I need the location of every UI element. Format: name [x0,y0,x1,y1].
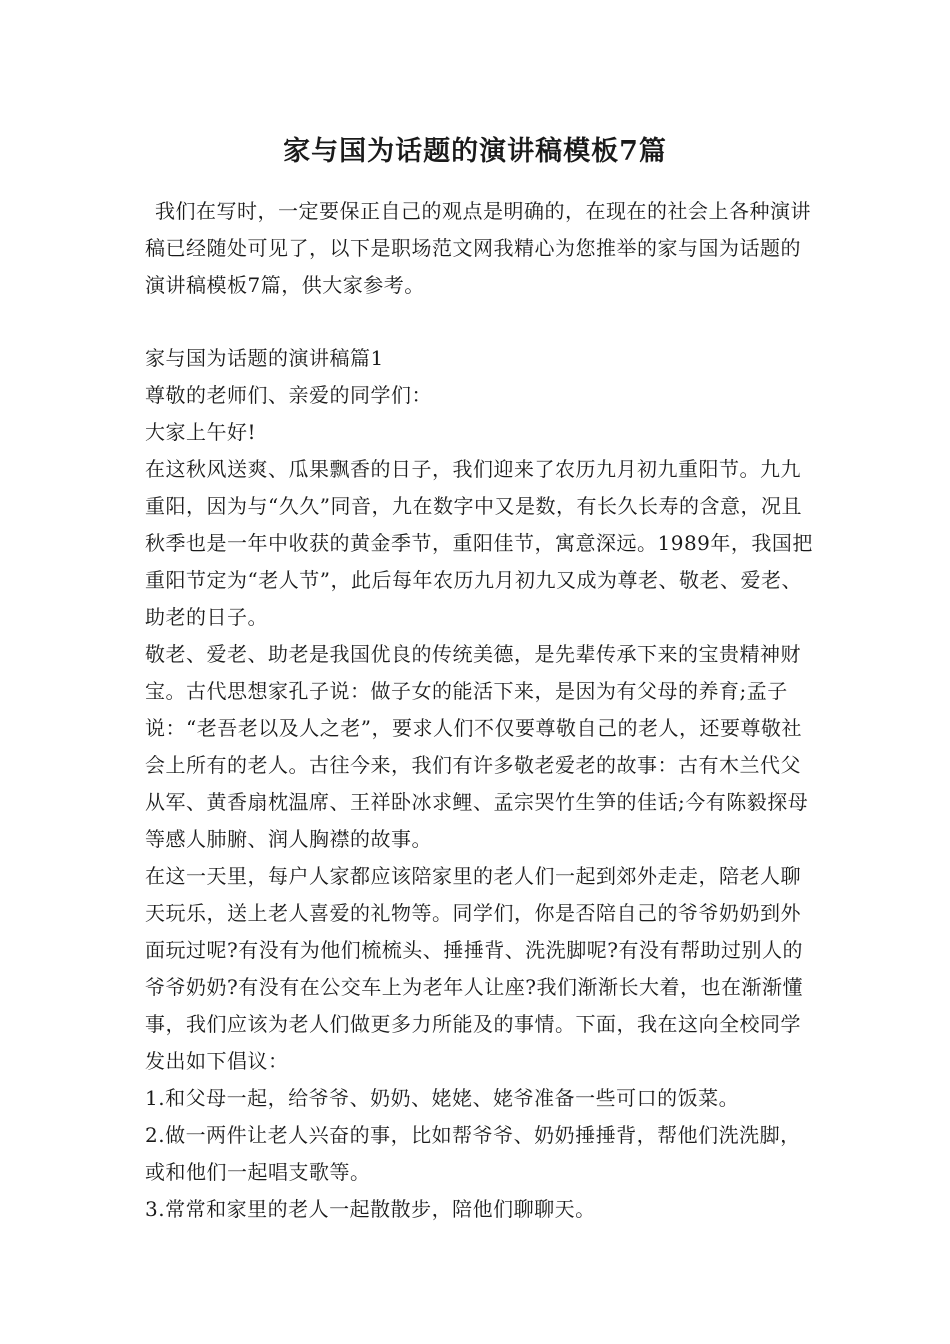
body-paragraph: 敬老、爱老、助老是我国优良的传统美德，是先辈传承下来的宝贵精神财宝。古代思想家孔子说：做子女的能活下来，是因为有父母的养育;孟子说：“老吾老以及人之老”，要求人们不仅要尊敬自己的老人，还要尊敬社会上所有的老人。古往今来，我们有许多敬老爱老的故事：古有木兰代父从军、黄香扇枕温席、王祥卧冰求鲤、孟宗哭竹生笋的佳话;今有陈毅探母等感人肺腑、润人胸襟的故事。 [145,642,809,851]
salutation: 尊敬的老师们、亲爱的同学们： [145,383,432,407]
list-item: 3.常常和家里的老人一起散散步，陪他们聊聊天。 [145,1197,596,1221]
intro-paragraph [145,193,815,304]
greeting: 大家上午好! [145,420,257,444]
list-item: 1.和父母一起，给爷爷、奶奶、姥姥、姥爷准备一些可口的饭菜。 [145,1086,740,1110]
speech-content [145,340,815,1228]
body-paragraph: 在这一天里，每户人家都应该陪家里的老人们一起到郊外走走，陪老人聊天玩乐，送上老人喜爱的礼物等。同学们，你是否陪自己的爷爷奶奶到外面玩过呢?有没有为他们梳梳头、捶捶背、洗洗脚呢?有没有帮助过别人的爷爷奶奶?有没有在公交车上为老年人让座?我们渐渐长大着，也在渐渐懂事，我们应该为老人们做更多力所能及的事情。下面，我在这向全校同学发出如下倡议： [145,864,803,1073]
document-title: 家与国为话题的演讲稿模板7篇 [283,136,667,167]
section-heading: 家与国为话题的演讲稿篇1 [145,346,384,370]
list-item: 2.做一两件让老人兴奋的事，比如帮爷爷、奶奶捶捶背，帮他们洗洗脚，或和他们一起唱支歌等。 [145,1123,801,1184]
intro-text: 我们在写时，一定要保正自己的观点是明确的，在现在的社会上各种演讲稿已经随处可见了，以下是职场范文网我精心为您推举的家与国为话题的演讲稿模板7篇，供大家参考。 [145,199,811,297]
body-paragraph: 在这秋风送爽、瓜果飘香的日子，我们迎来了农历九月初九重阳节。九九重阳，因为与“久久”同音，九在数字中又是数，有长久长寿的含意，况且秋季也是一年中收获的黄金季节，重阳佳节，寓意深远。1989年，我国把重阳节定为“老人节”，此后每年农历九月初九又成为尊老、敬老、爱老、助老的日子。 [145,457,813,629]
